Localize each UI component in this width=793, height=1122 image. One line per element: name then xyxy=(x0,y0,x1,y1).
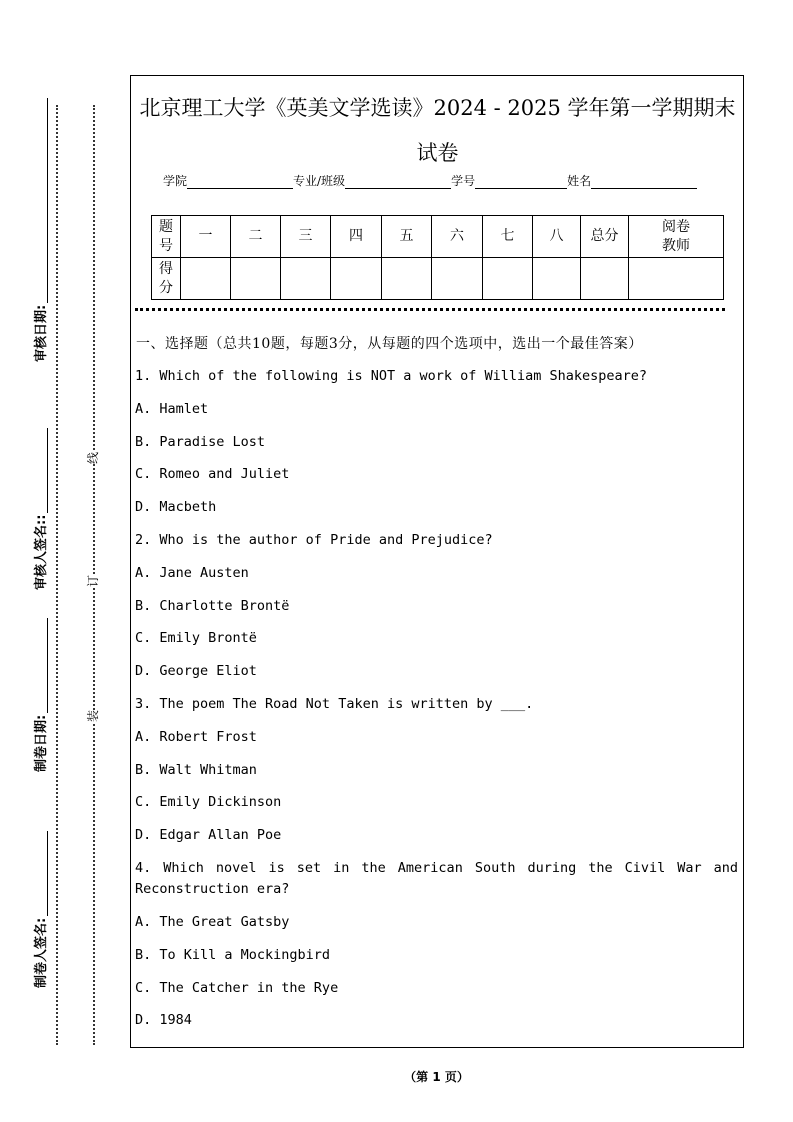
college-field[interactable] xyxy=(163,172,293,189)
score-table-header-row xyxy=(152,216,724,258)
review-date-blank[interactable] xyxy=(35,98,48,303)
major-class-field[interactable] xyxy=(293,172,451,189)
question-stem: 3. The poem The Road Not Taken is written by ___. xyxy=(135,695,534,712)
compiler-signature-blank[interactable] xyxy=(35,831,48,916)
name-blank[interactable] xyxy=(591,174,697,189)
score-cell-1[interactable] xyxy=(181,258,231,300)
score-table xyxy=(151,215,724,300)
section-header-8: 八 xyxy=(533,216,581,258)
grader-cell[interactable] xyxy=(629,258,724,300)
review-date-label: 审核日期: xyxy=(34,304,49,362)
section-header-3: 三 xyxy=(281,216,331,258)
score-cell-2[interactable] xyxy=(231,258,281,300)
student-id-blank[interactable] xyxy=(475,174,567,189)
bind-char-staple: 订 xyxy=(86,574,101,588)
answer-option[interactable]: D. Edgar Allan Poe xyxy=(135,827,282,844)
score-cell-7[interactable] xyxy=(483,258,533,300)
answer-option[interactable]: D. George Eliot xyxy=(135,663,257,680)
page-number: （第 1 页） xyxy=(404,1070,469,1084)
signature-dotted-line xyxy=(56,105,58,1045)
section-header-6: 六 xyxy=(432,216,483,258)
name-label: 姓名 xyxy=(567,174,592,188)
score-table-score-row xyxy=(152,258,724,300)
compiler-signature-label: 制卷人签名: xyxy=(34,917,49,988)
compile-date-field[interactable] xyxy=(30,618,49,772)
score-cell-8[interactable] xyxy=(533,258,581,300)
section-header-2: 二 xyxy=(231,216,281,258)
reviewer-signature-blank[interactable] xyxy=(35,428,48,513)
bind-char-line: 线 xyxy=(86,451,101,465)
exam-title: 北京理工大学《英美文学选读》2024 - 2025 学年第一学期期末试卷 xyxy=(139,96,736,165)
college-blank[interactable] xyxy=(187,174,293,189)
student-info-row xyxy=(163,172,697,189)
section-separator xyxy=(135,308,725,311)
section-header-4: 四 xyxy=(331,216,382,258)
answer-option[interactable]: B. To Kill a Mockingbird xyxy=(135,946,331,963)
name-field[interactable] xyxy=(567,172,697,189)
student-id-label: 学号 xyxy=(451,174,476,188)
answer-option[interactable]: D. 1984 xyxy=(135,1012,192,1029)
answer-option[interactable]: C. Emily Dickinson xyxy=(135,794,282,811)
student-id-field[interactable] xyxy=(451,172,567,189)
answer-option[interactable]: A. Robert Frost xyxy=(135,728,257,745)
question-stem: 4. Which novel is set in the American South during the Civil War and Reconstruction era? xyxy=(135,859,738,897)
college-label: 学院 xyxy=(163,174,188,188)
answer-option[interactable]: D. Macbeth xyxy=(135,499,217,516)
question-stem: 1. Which of the following is NOT a work of William Shakespeare? xyxy=(135,368,648,384)
question-stem: 2. Who is the author of Pride and Prejudice? xyxy=(135,531,493,548)
answer-option[interactable]: C. Romeo and Juliet xyxy=(135,466,290,483)
section-header-5: 五 xyxy=(382,216,432,258)
question-number-header: 题 号 xyxy=(152,216,181,258)
total-score-header: 总分 xyxy=(581,216,629,258)
question-list xyxy=(135,366,738,1043)
reviewer-signature-label: 审核人签名:: xyxy=(34,514,49,590)
compiler-signature-field[interactable] xyxy=(30,831,49,988)
grader-header: 阅卷 教师 xyxy=(629,216,724,258)
score-cell-4[interactable] xyxy=(331,258,382,300)
score-cell-5[interactable] xyxy=(382,258,432,300)
reviewer-signature-field[interactable] xyxy=(30,428,49,590)
answer-option[interactable]: B. Charlotte Brontë xyxy=(135,597,290,614)
answer-option[interactable]: A. The Great Gatsby xyxy=(135,913,290,930)
section-title: 一、选择题（总共10题，每题3分，从每题的四个选项中，选出一个最佳答案） xyxy=(136,336,643,352)
section-header-1: 一 xyxy=(181,216,231,258)
answer-option[interactable]: C. The Catcher in the Rye xyxy=(135,979,339,996)
major-class-blank[interactable] xyxy=(345,174,451,189)
answer-option[interactable]: C. Emily Brontë xyxy=(135,630,257,647)
answer-option[interactable]: B. Paradise Lost xyxy=(135,433,266,450)
major-class-label: 专业/班级 xyxy=(293,174,346,188)
score-cell-6[interactable] xyxy=(432,258,483,300)
compile-date-label: 制卷日期: xyxy=(34,714,49,772)
section-header-7: 七 xyxy=(483,216,533,258)
compile-date-blank[interactable] xyxy=(35,618,48,713)
answer-option[interactable]: A. Jane Austen xyxy=(135,564,249,581)
total-score-cell[interactable] xyxy=(581,258,629,300)
score-cell-3[interactable] xyxy=(281,258,331,300)
answer-option[interactable]: A. Hamlet xyxy=(135,400,209,417)
answer-option[interactable]: B. Walt Whitman xyxy=(135,761,257,778)
score-row-label: 得 分 xyxy=(152,258,181,300)
bind-char-bind: 装 xyxy=(86,709,101,723)
review-date-field[interactable] xyxy=(30,98,49,362)
